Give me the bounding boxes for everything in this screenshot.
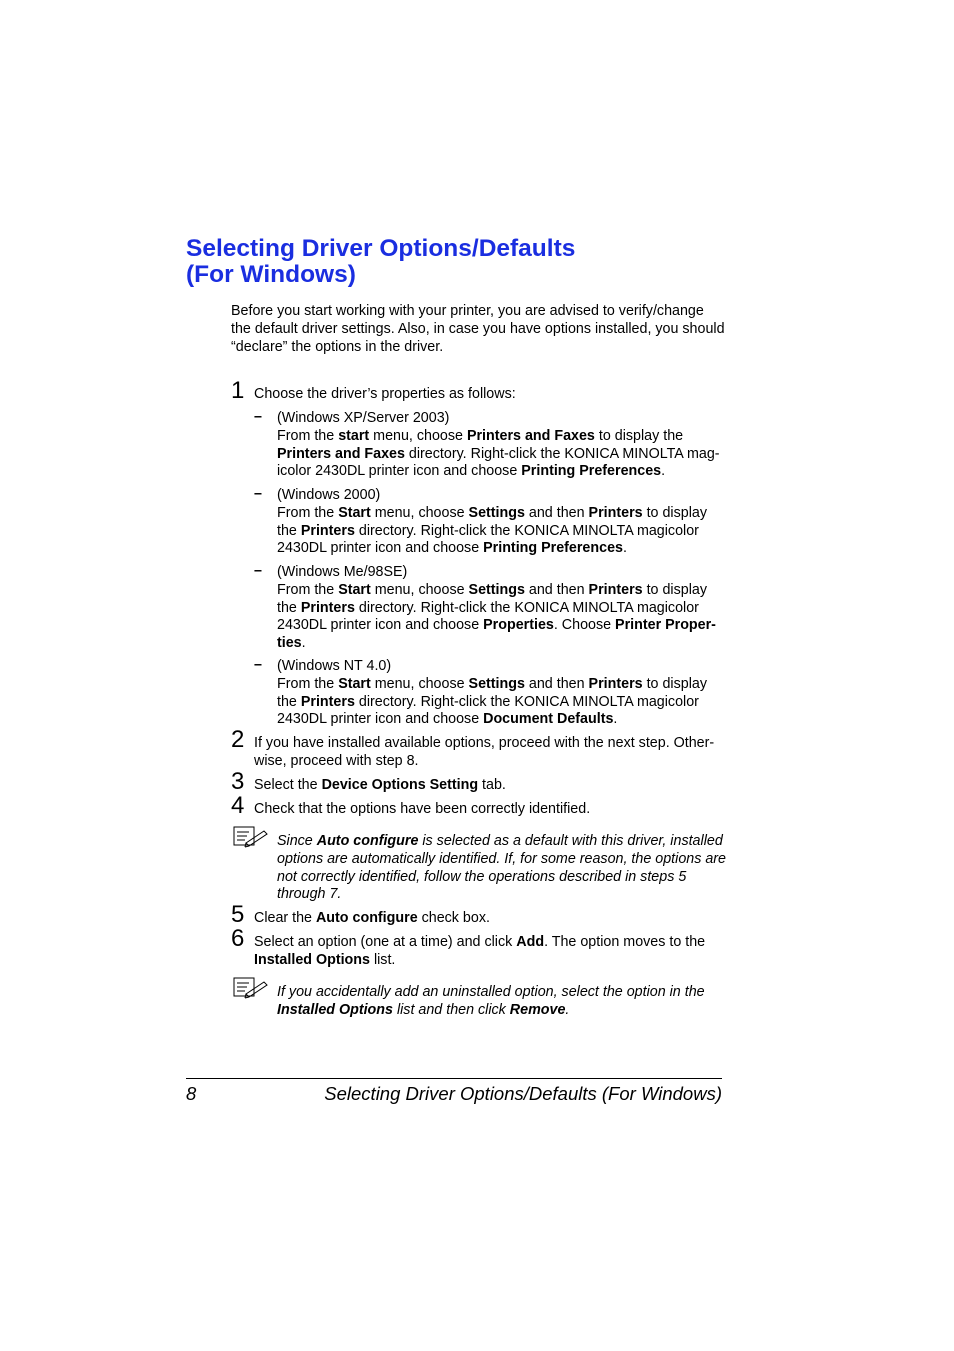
step-1-text: Choose the driver’s properties as follows: xyxy=(254,386,516,402)
menu-name: Printing Preferences xyxy=(521,463,662,480)
menu-name: Properties xyxy=(483,617,554,634)
text: Select the xyxy=(254,777,322,793)
tab-name: Device Options Setting xyxy=(321,777,479,793)
menu-name: Printing Preferences xyxy=(483,540,623,557)
text: directory. Right-click the KONICA MINOLTA mag-icolor 2430DL printer icon and choose xyxy=(277,445,720,480)
text: menu, choose xyxy=(370,504,469,521)
text: menu, choose xyxy=(370,581,469,598)
list-name: Installed Options xyxy=(277,1001,393,1018)
text: menu, choose xyxy=(370,675,469,692)
text: to display the xyxy=(594,427,684,444)
menu-name: Printers xyxy=(300,599,355,616)
note-pencil-icon xyxy=(232,826,268,848)
menu-name: Document Defaults xyxy=(483,711,614,728)
footer-divider xyxy=(186,1078,722,1079)
text: check box. xyxy=(417,910,490,926)
step-2-text: If you have installed available options, proceed with the next step. Other-wise, proceed with step 8. xyxy=(254,735,715,769)
list-item-windows-2000 xyxy=(277,487,726,558)
button-name: Remove xyxy=(509,1001,566,1018)
text: tab. xyxy=(478,777,506,793)
menu-name: Printers xyxy=(588,675,643,692)
step-3-text xyxy=(254,777,726,795)
page-title-line-1: Selecting Driver Options/Defaults xyxy=(186,235,576,262)
text: to display the xyxy=(277,504,707,539)
text: and then xyxy=(524,675,589,692)
list-item-windows-xp xyxy=(277,410,726,481)
menu-name: Printers and Faxes xyxy=(277,445,405,462)
step-1-number: 1 xyxy=(231,377,245,404)
text: directory. Right-click the KONICA MINOLTA magicolor 2430DL printer icon and choose xyxy=(277,522,699,557)
menu-name: Printers xyxy=(300,693,355,710)
note-auto-configure xyxy=(277,833,726,904)
menu-name: Printer Proper-ties xyxy=(277,617,716,652)
os-label: (Windows Me/98SE) xyxy=(277,564,408,580)
note-pencil-icon xyxy=(232,977,268,999)
text: From the xyxy=(277,504,339,521)
text: Clear the xyxy=(254,910,316,926)
page-title-line-2: (For Windows) xyxy=(186,261,356,288)
text: Select an option (one at a time) and click xyxy=(254,934,517,950)
text: . xyxy=(613,711,618,728)
text: to display the xyxy=(277,675,707,710)
page-title xyxy=(186,236,575,288)
text: From the xyxy=(277,581,339,598)
step-3-number: 3 xyxy=(231,768,245,795)
step-6-text xyxy=(254,934,726,970)
text: From the xyxy=(277,675,339,692)
list-dash: – xyxy=(254,409,262,425)
list-dash: – xyxy=(254,657,262,673)
os-label: (Windows XP/Server 2003) xyxy=(277,410,450,426)
text: directory. Right-click the KONICA MINOLTA magicolor 2430DL printer icon and choose xyxy=(277,599,699,634)
text: . xyxy=(301,635,306,652)
list-item-windows-nt xyxy=(277,658,726,729)
text: and then xyxy=(524,581,589,598)
menu-name: Printers and Faxes xyxy=(466,427,595,444)
text: directory. Right-click the KONICA MINOLTA magicolor 2430DL printer icon and choose xyxy=(277,693,699,728)
setting-name: Auto configure xyxy=(316,833,419,849)
menu-name: Printers xyxy=(588,581,643,598)
menu-name: Settings xyxy=(468,675,525,692)
menu-name: Start xyxy=(338,675,371,692)
text: menu, choose xyxy=(369,427,467,444)
list-dash: – xyxy=(254,563,262,579)
menu-name: Settings xyxy=(468,504,525,521)
menu-name: Printers xyxy=(300,522,355,539)
page-number: 8 xyxy=(186,1083,197,1104)
text: From the xyxy=(277,427,339,444)
note-remove-option xyxy=(277,984,726,1020)
step-5-text xyxy=(254,910,726,928)
text: . The option moves to the xyxy=(544,934,706,950)
step-6-number: 6 xyxy=(231,925,245,952)
menu-name: Start xyxy=(338,504,371,521)
text: Since xyxy=(277,833,317,849)
os-label: (Windows NT 4.0) xyxy=(277,658,392,674)
list-item-windows-me-98se xyxy=(277,564,726,653)
text: and then xyxy=(524,504,589,521)
menu-name: Printers xyxy=(588,504,643,521)
setting-name: Auto configure xyxy=(315,910,418,926)
text: . xyxy=(565,1001,570,1018)
intro-paragraph: Before you start working with your printer, you are advised to verify/change the default driver settings. Also, in case you have options installed, you should “declare” the options in the driver. xyxy=(231,303,725,355)
list-name: Installed Options xyxy=(254,951,370,968)
menu-name: Settings xyxy=(468,581,525,598)
os-label: (Windows 2000) xyxy=(277,487,381,503)
text: . xyxy=(622,540,627,557)
text: to display the xyxy=(277,581,707,616)
text: . Choose xyxy=(553,617,616,634)
menu-name: start xyxy=(338,427,370,444)
text: list and then click xyxy=(392,1001,510,1018)
step-5-number: 5 xyxy=(231,901,245,928)
step-4-number: 4 xyxy=(231,792,245,819)
menu-name: Start xyxy=(338,581,371,598)
button-name: Add xyxy=(516,934,545,950)
text: list. xyxy=(369,951,396,968)
text: . xyxy=(661,463,666,480)
list-dash: – xyxy=(254,486,262,502)
text: If you accidentally add an uninstalled option, select the option in the xyxy=(277,984,705,1000)
step-4-text: Check that the options have been correctly identified. xyxy=(254,801,591,817)
footer-title: Selecting Driver Options/Defaults (For Windows) xyxy=(324,1083,722,1104)
text: is selected as a default with this driver, installed options are automatically identified. If, for some reason, the options are not correctly identified, follow the operations described in steps 5 through 7. xyxy=(277,833,727,903)
step-2-number: 2 xyxy=(231,726,245,753)
